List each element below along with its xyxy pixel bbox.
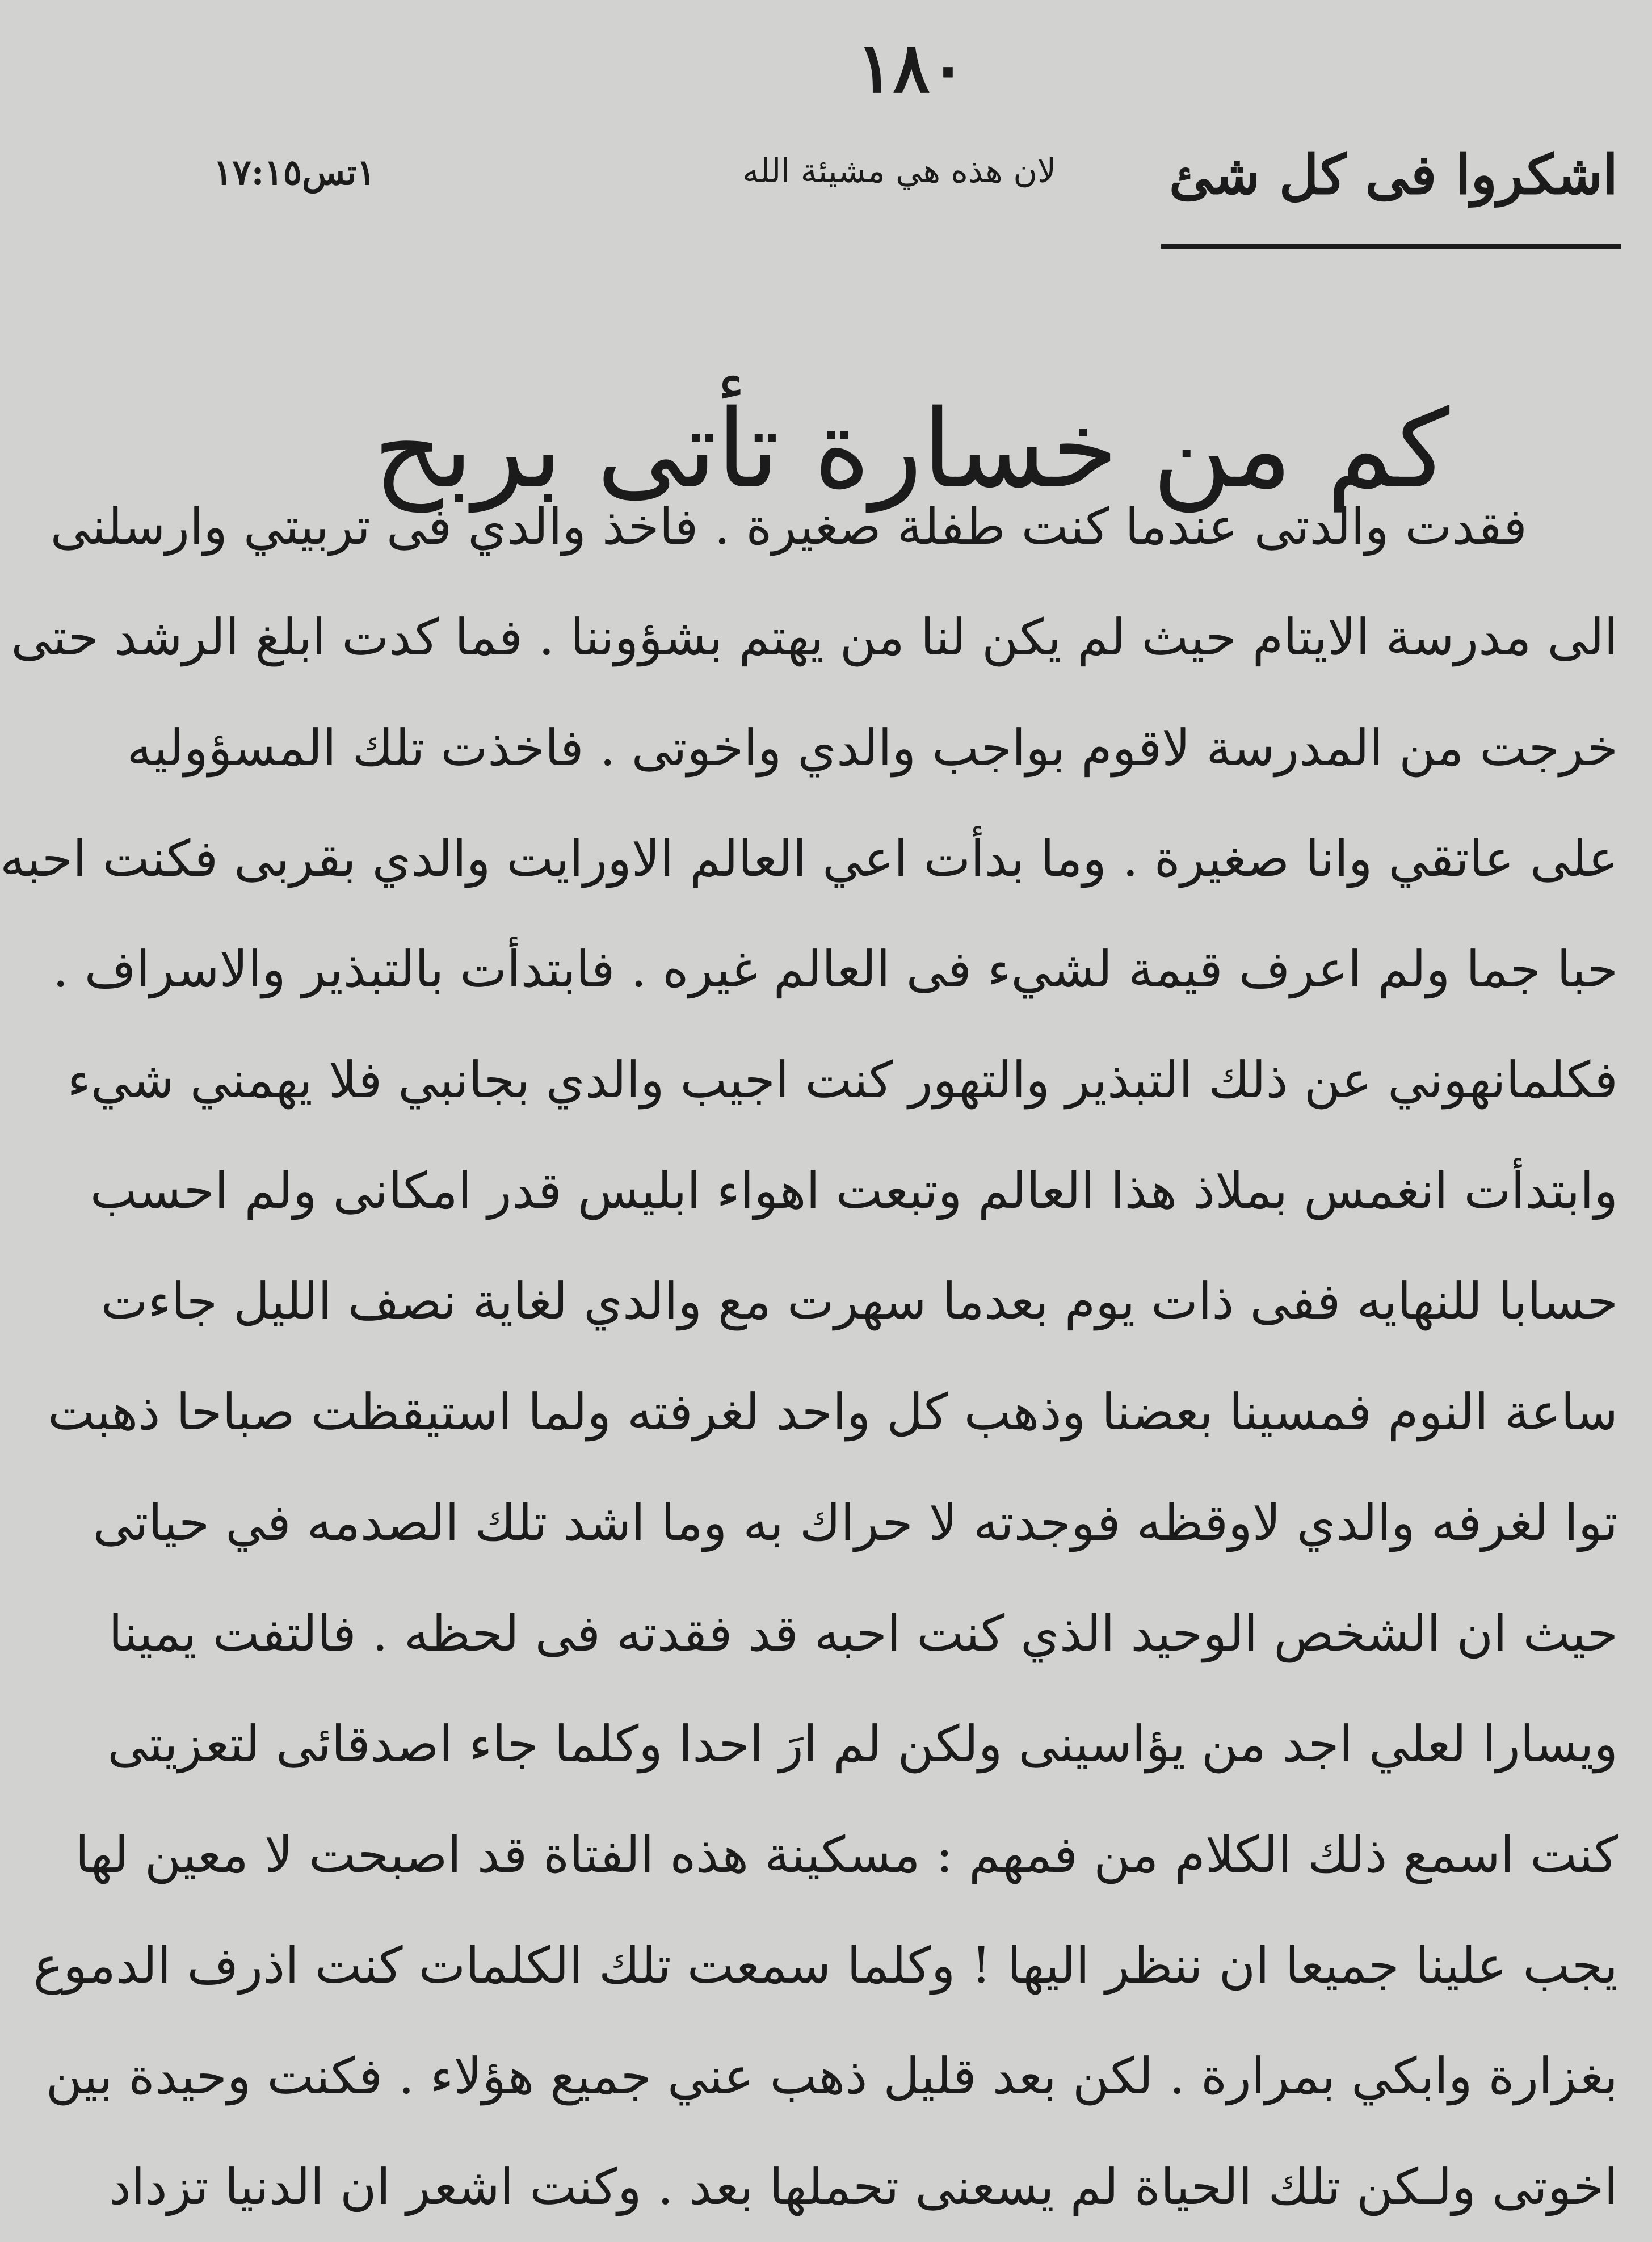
article-title: كم من خسارة تأتى بربح [373,387,1450,513]
text-line: اخوتى ولـكن تلك الحياة لم يسعنى تحملها بعد . وكنت اشعر ان الدنيا تزداد [108,2157,1618,2216]
text-line: كنت اسمع ذلك الكلام من فمهم : مسكينة هذه الفتاة قد اصبحت لا معين لها [75,1825,1618,1884]
header-verse-reference: ١تس١٧:١٥ [213,152,376,193]
header-title: اشكروا فى كل شئ [1168,142,1618,207]
text-line: بغزارة وابكي بمرارة . لكن بعد قليل ذهب عني جميع هؤلاء . فكنت وحيدة بين [45,2047,1618,2105]
text-line: خرجت من المدرسة لاقوم بواجب والدي واخوتى . فاخذت تلك المسؤوليه [127,719,1618,777]
text-line: حبا جما ولم اعرف قيمة لشيء فى العالم غيره . فابتدأت بالتبذير والاسراف . [52,940,1618,998]
page-number: ١٨٠ [856,28,966,108]
text-line: على عاتقي وانا صغيرة . وما بدأت اعي العالم الاورايت والدي بقربى فكنت احبه [0,829,1618,888]
header-verse: لان هذه هي مشيئة الله [742,152,1056,190]
text-line: فكلمانهوني عن ذلك التبذير والتهور كنت اجيب والدي بجانبي فلا يهمني شيء [67,1051,1618,1109]
text-line: حيث ان الشخص الوحيد الذي كنت احبه قد فقدته فى لحظه . فالتفت يمينا [108,1604,1618,1662]
text-line: يجب علينا جميعا ان ننظر اليها ! وكلما سمعت تلك الكلمات كنت اذرف الدموع [33,1936,1618,1995]
text-line: توا لغرفه والدي لاوقظه فوجدته لا حراك به وما اشد تلك الصدمه في حياتى [93,1493,1618,1552]
text-line: ويسارا لعلي اجد من يؤاسينى ولكن لم ارَ احدا وكلما جاء اصدقائى لتعزيتى [107,1715,1618,1773]
header-underline [1161,244,1621,249]
text-line: الى مدرسة الايتام حيث لم يكن لنا من يهتم بشؤوننا . فما كدت ابلغ الرشد حتى [11,608,1618,666]
text-line: ساعة النوم فمسينا بعضنا وذهب كل واحد لغرفته ولما استيقظت صباحا ذهبت [47,1383,1618,1441]
text-line: وابتدأت انغمس بملاذ هذا العالم وتبعت اهواء ابليس قدر امكانى ولم احسب [90,1161,1618,1220]
text-line: حسابا للنهايه ففى ذات يوم بعدما سهرت مع والدي لغاية نصف الليل جاءت [100,1272,1618,1330]
text-line: فقدت والدتى عندما كنت طفلة صغيرة . فاخذ والدي فى تربيتي وارسلنى [50,497,1527,556]
page-header [171,142,1652,258]
article-body [0,471,1618,2242]
